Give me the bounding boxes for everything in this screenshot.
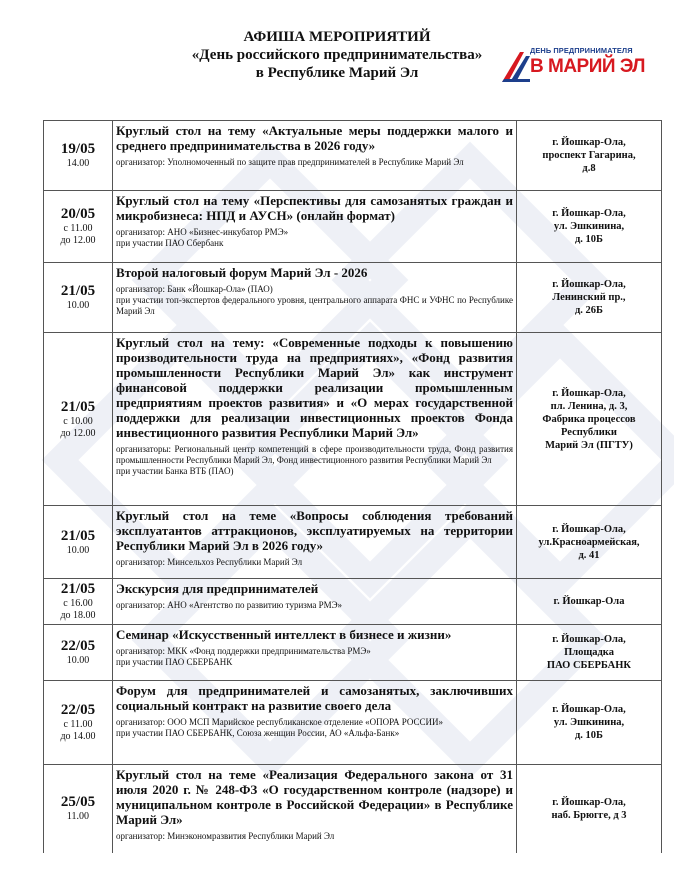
event-place-cell [517,263,662,333]
event-place-line: Площадка [564,647,614,658]
event-place-line: ПАО СБЕРБАНК [546,660,632,671]
event-place-line: ул. Эшкинина, [553,221,625,232]
event-time: до 14.00 [60,731,96,742]
event-title: Круглый стол на тему «Актуальные меры поддержки малого и среднего предпринимательства в 2026 году» [116,123,513,153]
header-region: в Республике Марий Эл [255,65,419,81]
event-place-line: г. Йошкар-Ола, [552,634,626,645]
event-place-line: г. Йошкар-Ола, [552,387,626,399]
event-organizer: организатор: Минсельхоз Республики Марий Эл [116,557,303,567]
event-place-line: Ленинский пр., [552,292,626,303]
event-title: Круглый стол на тему: «Современные подходы к повышению производительности труда на предприятиях», «Фонд развития промышленности Республики Марий Эл» как инструмент финансовой поддержки реализации промышленным предприятиям проектов развития» и «О мерах государственной поддержки для реализации инвестиционных проектов Фонда инвестиционного развития Республики Марий Эл» [116,335,513,440]
event-date-cell [44,579,113,625]
event-organizer: организатор: Минэкономразвития Республики Марий Эл [116,831,335,841]
event-info-cell [113,625,517,681]
event-place-cell [517,121,662,191]
event-date: 21/05 [60,527,96,544]
event-place-cell [517,579,662,625]
event-time: с 11.00 [63,223,93,234]
event-row [44,625,662,681]
event-organizer: организаторы: Региональный центр компетенций в сфере производительности труда, Фонд развития промышленности Республики Марий Эл, Фонд инвестиционного развития Республики Марий Эл [116,444,513,465]
event-time: 10.00 [66,300,90,311]
event-place-cell [517,506,662,579]
event-info-cell [113,191,517,263]
event-place-line: д. 26Б [574,305,603,316]
event-date-cell [44,506,113,579]
event-info-cell [113,765,517,853]
event-time: до 12.00 [60,235,96,246]
header-title: АФИША МЕРОПРИЯТИЙ [243,29,431,45]
event-organizer: организатор: АНО «Агентство по развитию туризма РМЭ» [116,600,343,610]
event-info-cell [113,681,517,765]
event-date: 22/05 [60,638,96,654]
event-place-cell [517,333,662,506]
event-date: 19/05 [60,141,96,157]
event-time: до 12.00 [60,427,96,439]
event-title: Экскурсия для предпринимателей [116,581,319,596]
event-place-cell [517,625,662,681]
event-place-line: г. Йошкар-Ола, [552,137,626,148]
page-header [150,28,524,82]
event-time: 11.00 [66,811,90,823]
event-title: Семинар «Искусственный интеллект в бизнесе и жизни» [116,627,452,642]
event-participants: при участии ПАО СБЕРБАНК, Союза женщин России, АО «Альфа-Банк» [116,728,400,738]
event-place-line: ул. Эшкинина, [553,717,625,728]
event-place-line: д.8 [582,163,596,174]
event-date-cell [44,681,113,765]
event-time: 14.00 [66,158,90,169]
event-place-line: ул.Красноармейская, [538,536,640,548]
event-info-cell [113,263,517,333]
event-organizer: организатор: Банк «Йошкар-Ола» (ПАО) [116,284,273,294]
event-row [44,765,662,853]
event-row [44,681,662,765]
event-info-cell [113,333,517,506]
event-date: 21/05 [60,398,96,415]
event-organizer: организатор: ООО МСП Марийское республиканское отделение «ОПОРА РОССИИ» [116,717,443,727]
event-place-line: г. Йошкар-Ола, [552,796,626,808]
event-info-cell [113,506,517,579]
event-title: Круглый стол на теме «Реализация Федерального закона от 31 июля 2020 г. № 248-ФЗ «О государственном контроле (надзоре) и муниципальном контроле в Российской Федерации» в Республике Марий Эл» [116,767,513,827]
event-title: Форум для предпринимателей и самозанятых, заключивших социальный контракт на развитие своего дела [116,683,513,713]
event-place-line: наб. Брюгге, д 3 [551,809,627,821]
logo-top-text: ДЕНЬ ПРЕДПРИНИМАТЕЛЯ [530,46,633,55]
event-title: Круглый стол на теме «Вопросы соблюдения требований эксплуатантов аттракционов, эксплуатируемых на территории Республики Марий Эл в 2026 году» [116,508,513,553]
event-place-cell [517,681,662,765]
event-place-cell [517,191,662,263]
event-place-line: Республики [561,426,617,438]
event-title: Второй налоговый форум Марий Эл - 2026 [116,265,368,280]
event-place-cell [517,765,662,853]
event-date-cell [44,625,113,681]
event-time: с 10.00 [63,415,93,427]
event-place-line: г. Йошкар-Ола, [552,208,626,219]
logo-main-text: В МАРИЙ ЭЛ [530,56,645,77]
event-row [44,191,662,263]
event-place-line: г. Йошкар-Ола, [552,279,626,290]
event-place-line: проспект Гагарина, [542,150,636,161]
event-date: 22/05 [60,702,96,718]
logo-mark-icon [500,48,532,84]
event-place-line: д. 41 [578,549,600,561]
event-row [44,333,662,506]
event-info-cell [113,121,517,191]
event-title: Круглый стол на тему «Перспективы для самозанятых граждан и микробизнеса: НПД и АУСН» (онлайн формат) [116,193,513,223]
event-organizer: организатор: АНО «Бизнес-инкубатор РМЭ» [116,227,289,237]
event-date-cell [44,191,113,263]
event-participants: при участии Банка ВТБ (ПАО) [116,466,234,476]
event-date: 21/05 [60,283,96,299]
event-place-line: пл. Ленина, д. 3, [550,400,628,412]
header-subtitle: «День российского предпринимательства» [191,47,483,63]
logo [500,46,645,86]
event-date-cell [44,765,113,853]
events-table [43,120,662,853]
event-place-line: г. Йошкар-Ола, [552,523,626,535]
event-place-line: г. Йошкар-Ола, [552,704,626,715]
event-time: с 11.00 [63,719,93,730]
event-date-cell [44,263,113,333]
event-time: до 18.00 [60,610,96,621]
event-place-line: д. 10Б [574,234,603,245]
event-place-line: г. Йошкар-Ола [553,596,625,607]
event-participants: при участии топ-экспертов федерального уровня, центрального аппарата ФНС и УФНС по Республике Марий Эл [116,295,513,316]
event-date: 20/05 [60,206,96,222]
event-place-line: Марий Эл (ПГТУ) [545,439,633,451]
event-time: с 16.00 [63,598,93,609]
event-place-line: Фабрика процессов [542,413,636,425]
event-info-cell [113,579,517,625]
event-row [44,506,662,579]
event-time: 10.00 [66,544,90,556]
event-date-cell [44,121,113,191]
event-row [44,263,662,333]
event-organizer: организатор: МКК «Фонд поддержки предпринимательства РМЭ» [116,646,371,656]
event-place-line: д. 10Б [574,730,603,741]
event-participants: при участии ПАО СБЕРБАНК [116,657,233,667]
event-row [44,579,662,625]
event-participants: при участии ПАО Сбербанк [116,238,224,248]
event-date-cell [44,333,113,506]
event-time: 10.00 [66,655,90,666]
event-organizer: организатор: Уполномоченный по защите прав предпринимателей в Республике Марий Эл [116,157,464,167]
event-row [44,121,662,191]
event-date: 21/05 [60,581,96,597]
event-date: 25/05 [60,794,96,811]
